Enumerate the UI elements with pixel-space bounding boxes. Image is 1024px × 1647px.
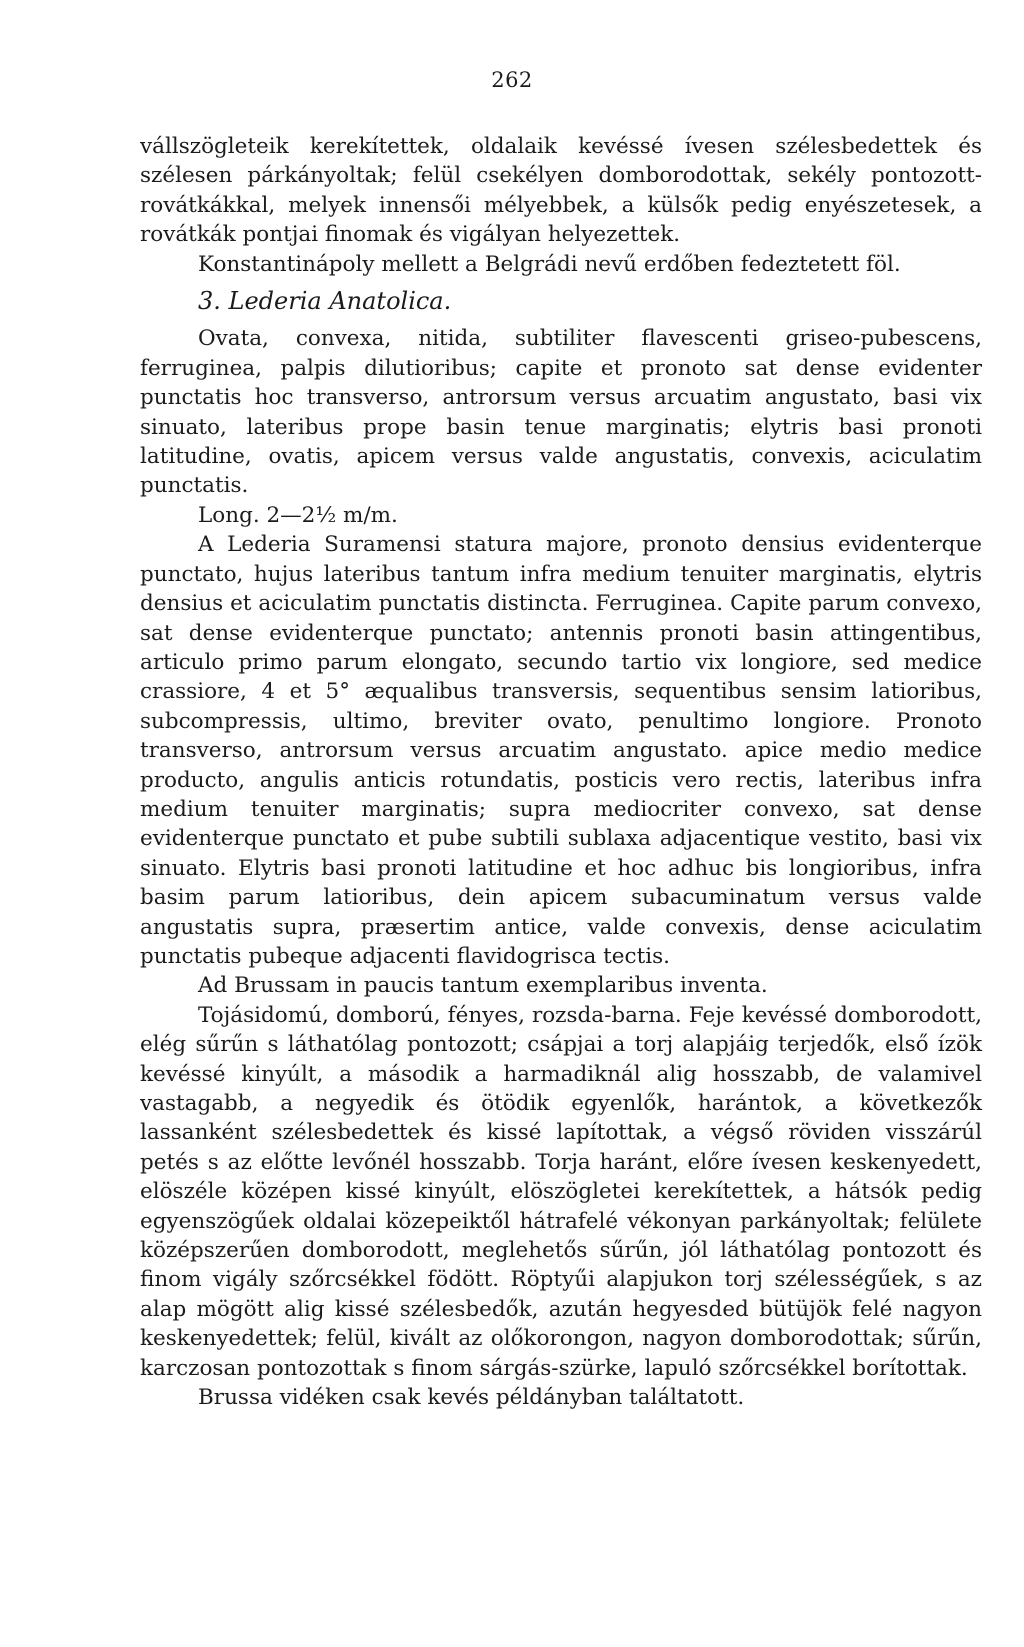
body-text: [140, 132, 982, 1412]
paragraph-latin-diagnosis: Ovata, convexa, nitida, subtiliter flavescenti griseo-pubescens, ferruginea, palpis dilutioribus; capite et pronoto sat dense evidenter punctatis hoc transverso, antrorsum versus arcuatim angustato, basi vix sinuato, lateribus prope basin tenue marginatis; elytris basi pronoti latitudine, ovatis, apicem versus valde angustatis, convexis, aciculatim punctatis.: [140, 326, 982, 499]
paragraph-hungarian-locality: Brussa vidéken csak kevés példányban találtatott.: [198, 1385, 745, 1411]
paragraph-continuation: vállszögleteik kerekítettek, oldalaik kevéssé ívesen szélesbedettek és szélesen párkányoltak; felül csekélyen domborodottak, sekély pontozott-rovátkákkal, melyek innensői mélyebbek, a külsők pedig enyészetesek, a rovátkák pontjai finomak és vigályan helyezettek.: [140, 134, 982, 248]
paragraph-length: Long. 2—2½ m/m.: [198, 502, 398, 528]
page-number: 262: [491, 68, 533, 92]
paragraph-hungarian-description: Tojásidomú, domború, fényes, rozsda-barna. Feje kevéssé domborodott, elég sűrűn s láthatólag pontozott; csápjai a torj alapjáig terjedők, első ízök kevéssé kinyúlt, a második a harmadiknál alig hosszabb, de valamivel vastagabb, a negyedik és ötödik egyenlők, harántok, a következők lassanként szélesbedettek és kissé lapítottak, a végső röviden visszárúl petés s az előtte levőnél hosszabb. Torja haránt, előre ívesen keskenyedett, elöszéle középen kissé kinyúlt, elöszögletei kerekítettek, a hátsók pedig egyenszögűek oldalai közepeiktől hátrafelé vékonyan parkányoltak; felülete középszerűen domborodott, meglehetős sűrűn, jól láthatólag pontozott és finom vigály szőrcsékkel födött. Röptyűi alapjukon torj szélességűek, s az alap mögött alig kissé szélesbedők, azután hegyesded bütüjök felé nagyon keskenyedettek; felül, kivált az olőkorongon, nagyon domborodottak; sűrűn, karczosan pontozottak s finom sárgás-szürke, lapuló szőrcsékkel borítottak.: [140, 1002, 982, 1381]
species-heading: 3. Lederia Anatolica.: [198, 287, 452, 316]
paragraph-latin-description: A Lederia Suramensi statura majore, pronoto densius evidenterque punctato, hujus lateribus tantum infra medium tenuiter marginatis, elytris densius et aciculatim punctatis distincta. Ferruginea. Capite parum convexo, sat dense evidenterque punctato; antennis pronoti basin attingentibus, articulo primo parum elongato, secundo tartio vix longiore, sed medice crassiore, 4 et 5° æqualibus transversis, sequentibus sensim latioribus, subcompressis, ultimo, breviter ovato, penultimo longiore. Pronoto transverso, antrorsum versus arcuatim angustato. apice medio medice producto, angulis anticis rotundatis, posticis vero rectis, lateribus infra medium tenuiter marginatis; supra mediocriter convexo, sat dense evidenterque punctato et pube subtili sublaxa adjacentique vestito, basi vix sinuato. Elytris basi pronoti latitudine et hoc adhuc bis longioribus, infra basim parum latioribus, dein apicem subacuminatum versus valde angustatis supra, præsertim antice, valde convexis, dense aciculatim punctatis pubeque adjacenti flavidogrisca tectis.: [140, 532, 982, 969]
paragraph-latin-locality: Ad Brussam in paucis tantum exemplaribus inventa.: [198, 973, 768, 999]
paragraph-locality: Konstantinápoly mellett a Belgrádi nevű erdőben fedeztetett föl.: [198, 251, 901, 277]
